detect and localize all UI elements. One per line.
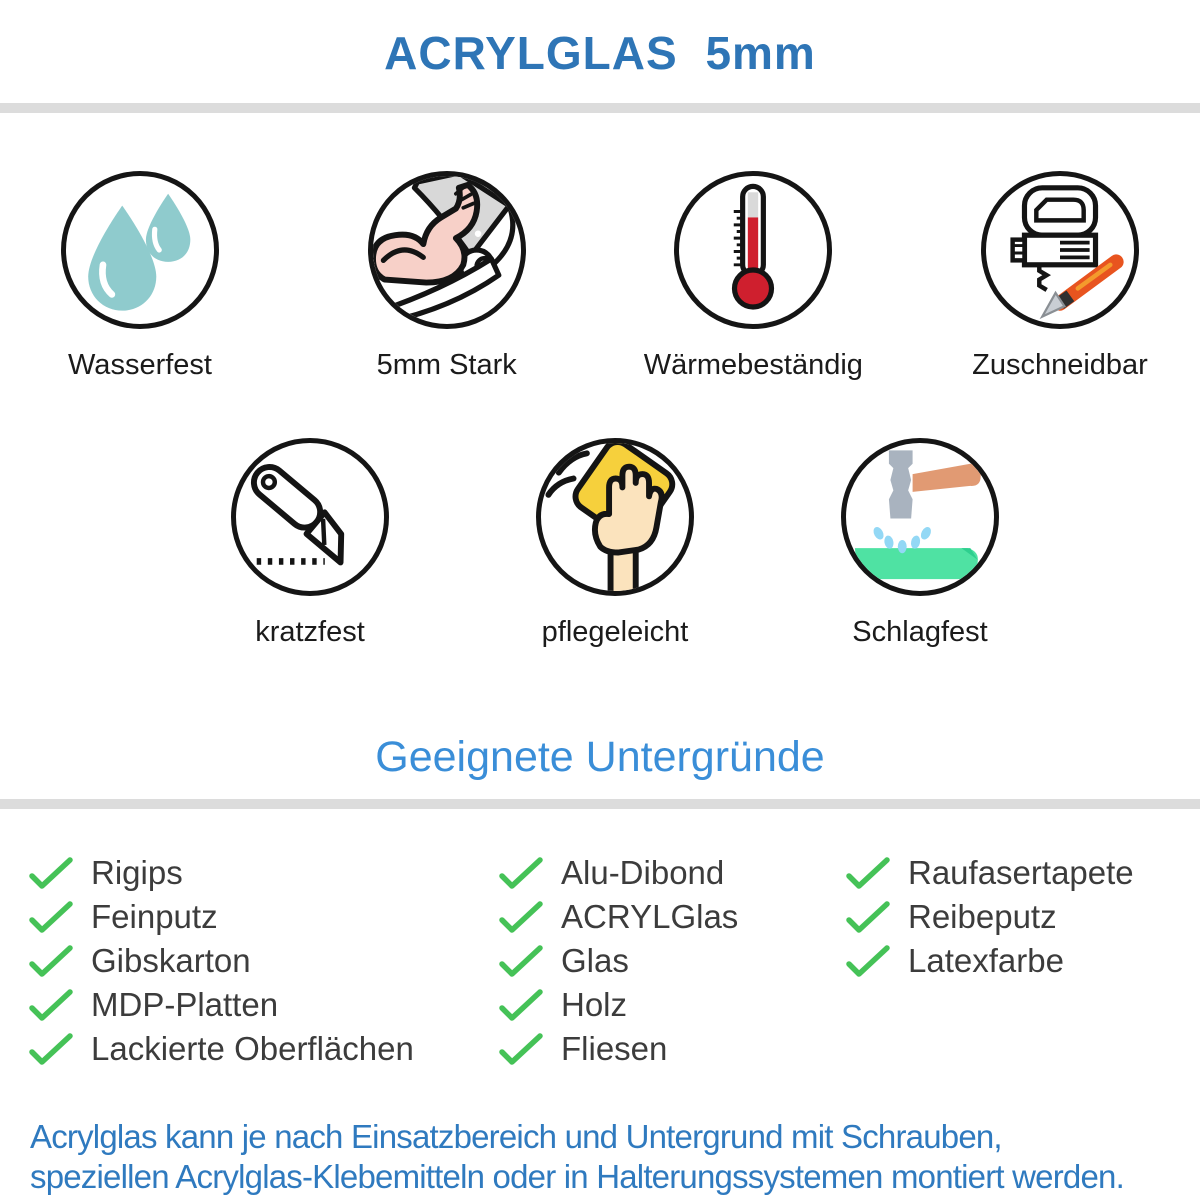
feature-card-kratzfest bbox=[185, 438, 435, 649]
check-icon bbox=[845, 901, 891, 934]
section-divider bbox=[0, 103, 1200, 113]
feature-circle bbox=[674, 171, 832, 329]
list-item bbox=[28, 939, 498, 983]
mounting-note-line1: Acrylglas kann je nach Einsatzbereich und Untergrund mit Schrauben, bbox=[30, 1118, 1002, 1155]
feature-label: pflegeleicht bbox=[541, 616, 689, 648]
check-icon bbox=[498, 945, 544, 978]
hammer-icon bbox=[846, 443, 994, 591]
list-item bbox=[845, 895, 1200, 939]
feature-label: 5mm Stark bbox=[376, 349, 517, 381]
surface-item-label: Alu-Dibond bbox=[561, 854, 725, 891]
surfaces-title: Geeignete Untergründe bbox=[375, 733, 825, 781]
feature-label: Wärmebeständig bbox=[643, 349, 863, 381]
feature-circle bbox=[981, 171, 1139, 329]
check-icon bbox=[28, 1033, 74, 1066]
check-icon bbox=[498, 989, 544, 1022]
list-item bbox=[28, 983, 498, 1027]
water-drops-icon bbox=[66, 176, 214, 324]
surface-item-label: Latexfarbe bbox=[908, 942, 1064, 979]
list-item bbox=[498, 1027, 845, 1071]
surface-item-label: Glas bbox=[561, 942, 629, 979]
list-item bbox=[498, 939, 845, 983]
mounting-note-line2: speziellen Acrylglas-Klebemitteln oder in Halterungssystemen montiert werden. bbox=[30, 1158, 1124, 1195]
surfaces-column-3 bbox=[845, 851, 1200, 1071]
surface-item-label: MDP-Platten bbox=[91, 986, 279, 1023]
surfaces-column-1 bbox=[28, 851, 498, 1071]
check-icon bbox=[498, 857, 544, 890]
surface-item-label: Feinputz bbox=[91, 898, 218, 935]
feature-label: Schlagfest bbox=[852, 616, 988, 648]
feature-circle bbox=[61, 171, 219, 329]
list-item bbox=[498, 851, 845, 895]
feature-circle bbox=[231, 438, 389, 596]
surface-item-label: Fliesen bbox=[561, 1030, 668, 1067]
list-item bbox=[28, 895, 498, 939]
feature-card-schlagfest bbox=[795, 438, 1045, 649]
surface-item-label: Raufasertapete bbox=[908, 854, 1134, 891]
feature-label: Zuschneidbar bbox=[972, 349, 1148, 381]
check-icon bbox=[28, 945, 74, 978]
utility-knife-icon bbox=[236, 443, 384, 591]
check-icon bbox=[498, 1033, 544, 1066]
check-icon bbox=[28, 989, 74, 1022]
check-icon bbox=[845, 857, 891, 890]
surfaces-column-2 bbox=[498, 851, 845, 1071]
cleaning-hand-icon bbox=[541, 443, 689, 591]
mounting-note bbox=[30, 1117, 1170, 1197]
feature-card-5mm-stark bbox=[322, 171, 572, 382]
check-icon bbox=[28, 901, 74, 934]
thermometer-icon bbox=[679, 176, 827, 324]
feature-card-pflegeleicht bbox=[490, 438, 740, 649]
features-row-2 bbox=[185, 438, 1045, 649]
list-item bbox=[845, 939, 1200, 983]
feature-card-wasserfest bbox=[15, 171, 265, 382]
section-divider bbox=[0, 799, 1200, 809]
list-item bbox=[498, 983, 845, 1027]
feature-card-zuschneidbar bbox=[935, 171, 1185, 382]
jigsaw-icon bbox=[986, 176, 1134, 324]
check-icon bbox=[845, 945, 891, 978]
list-item bbox=[28, 1027, 498, 1071]
feature-card-waermebestaendig bbox=[628, 171, 878, 382]
feature-circle bbox=[368, 171, 526, 329]
surface-item-label: Rigips bbox=[91, 854, 183, 891]
feature-label: kratzfest bbox=[255, 616, 365, 648]
list-item bbox=[28, 851, 498, 895]
surface-item-label: Holz bbox=[561, 986, 628, 1023]
list-item bbox=[845, 851, 1200, 895]
muscle-arm-icon bbox=[373, 176, 521, 324]
surfaces-list bbox=[0, 809, 1200, 1071]
list-item bbox=[498, 895, 845, 939]
surface-item-label: Gibskarton bbox=[91, 942, 251, 979]
surface-item-label: Reibeputz bbox=[908, 898, 1057, 935]
surface-item-label: ACRYLGlas bbox=[561, 898, 739, 935]
check-icon bbox=[498, 901, 544, 934]
feature-circle bbox=[841, 438, 999, 596]
feature-label: Wasserfest bbox=[68, 349, 212, 381]
features-row-1 bbox=[0, 113, 1200, 382]
surface-item-label: Lackierte Oberflächen bbox=[91, 1030, 414, 1067]
page-title: ACRYLGLAS 5mm bbox=[384, 27, 816, 79]
check-icon bbox=[28, 857, 74, 890]
feature-circle bbox=[536, 438, 694, 596]
